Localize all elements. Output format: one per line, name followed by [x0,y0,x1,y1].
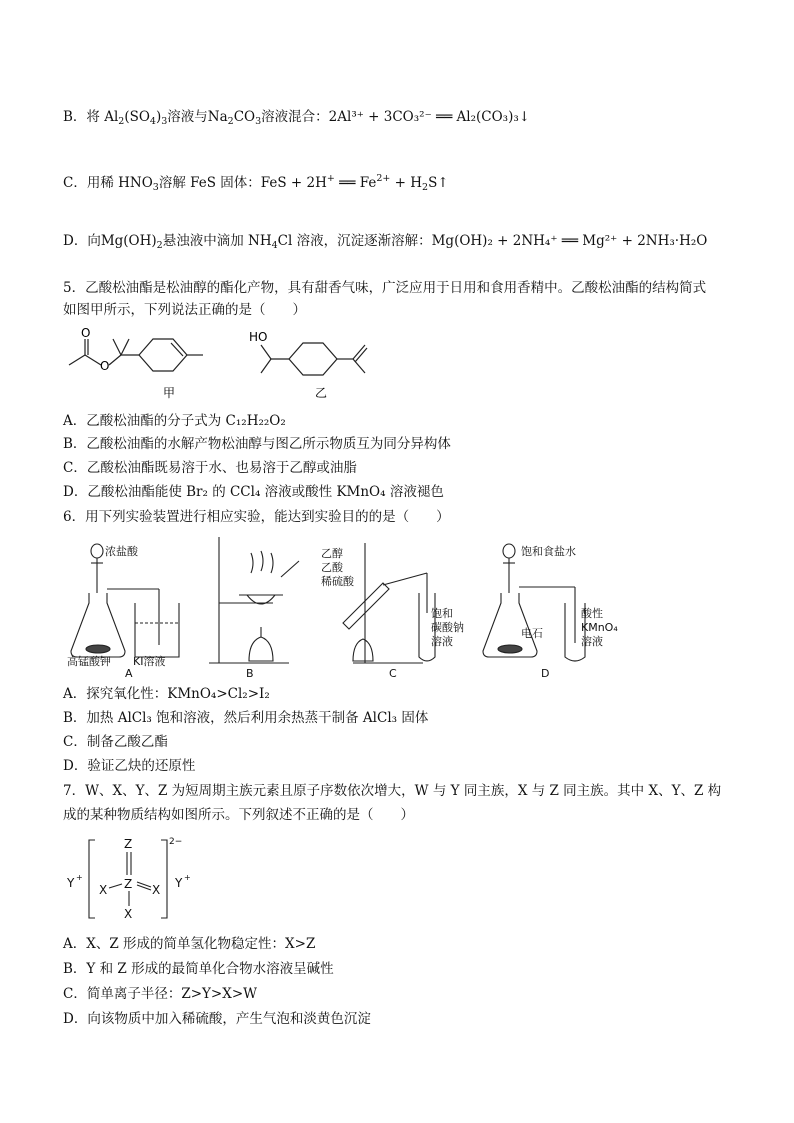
d-label-5: 溶液 [581,635,603,648]
c-label-4: 饱和 [431,607,453,620]
q7-option-a: A．X、Z 形成的简单氢化物稳定性：X>Z [63,936,316,952]
q6-apparatus-figure [63,533,623,678]
d-label-3: 酸性 [581,607,603,620]
z-top: Z [124,837,133,851]
c-label-1: 乙醇 [321,547,343,560]
jia-o1: O [81,326,91,340]
x-bottom: X [124,907,133,921]
y-left: Y [67,876,75,890]
q5-option-d: D．乙酸松油酯能使 Br₂ 的 CCl₄ 溶液或酸性 KMnO₄ 溶液褪色 [63,484,444,500]
structure-jia [69,339,203,371]
apparatus-d [483,544,585,661]
a-label-beaker: KI溶液 [133,655,166,668]
d-label-1: 饱和食盐水 [521,545,576,558]
q4b-equation: 2Al³⁺ + 3CO₃²⁻ ══ Al₂(CO₃)₃↓ [328,109,531,125]
z-center: Z [124,877,133,891]
a-label-top: 浓盐酸 [105,545,138,558]
c-label-6: 溶液 [431,635,453,648]
d-label-2: 电石 [521,627,543,640]
q4-option-c: C．用稀 $HNO_3$溶解 FeS 固体：FeS + 2H+ ══ $Fe^{2+}$ + $H_2S↑$ [63,173,449,193]
x-left: X [99,883,108,897]
q7-stem-line1: 7．W、X、Y、Z 为短周期主族元素且原子序数依次增大，W 与 Y 同主族，X 与 Z 同主族。其中 X、Y、Z 构 [63,783,722,799]
label-yi: 乙 [315,386,328,400]
q4-option-d: D．向$Mg(OH)_2$悬浊液中滴加 $NH_4Cl$ 溶液，沉淀逐渐溶解：Mg(OH)₂ + 2NH₄⁺ ══ Mg²⁺ + 2NH₃·H₂O [63,233,708,251]
y-left-charge: + [76,873,83,882]
d-label-4: KMnO₄ [581,621,618,634]
q7-option-c: C．简单离子半径：Z>Y>X>W [63,986,258,1002]
q6-option-c: C．制备乙酸乙酯 [63,734,168,750]
q6-option-b: B．加热 AlCl₃ 饱和溶液，然后利用余热蒸干制备 AlCl₃ 固体 [63,710,429,726]
a-label-bottom: 高锰酸钾 [67,655,111,668]
apparatus-c [343,543,435,663]
q5-option-a: A．乙酸松油酯的分子式为 C₁₂H₂₂O₂ [63,413,286,429]
q6-option-a: A．探究氧化性：KMnO₄>Cl₂>I₂ [63,686,270,702]
y-right: Y [175,876,183,890]
jia-o2: O [100,359,110,373]
x-right: X [152,883,161,897]
q5-option-c: C．乙酸松油酯既易溶于水、也易溶于乙醇或油脂 [63,460,357,476]
q7-option-d: D．向该物质中加入稀硫酸，产生气泡和淡黄色沉淀 [63,1011,371,1027]
q7-stem-line2: 成的某种物质结构如图所示。下列叙述不正确的是（ ） [63,807,414,823]
ion-charge: 2− [169,837,183,847]
right-bracket [161,840,167,918]
q7-structure-figure [63,832,223,924]
q6-stem: 6．用下列实验装置进行相应实验，能达到实验目的的是（ ） [63,509,450,525]
label-c: C [389,667,397,678]
q7-option-b: B．Y 和 Z 形成的最简单化合物水溶液呈碱性 [63,961,334,977]
structure-yi [261,343,367,375]
apparatus-a [71,544,179,657]
label-jia: 甲 [163,386,176,400]
label-a: A [125,667,133,678]
q6-option-d: D．验证乙炔的还原性 [63,758,196,774]
c-label-2: 乙酸 [321,561,343,574]
label-d: D [541,667,550,678]
q5-stem-line2: 如图甲所示，下列说法正确的是（ ） [63,302,306,318]
q5-stem-line1: 5．乙酸松油酯是松油醇的酯化产物，具有甜香气味，广泛应用于日用和食用香精中。乙酸松油酯的结构简式 [63,280,707,296]
yi-ho: HO [249,330,268,344]
q4-option-b: B．将 $Al_2(SO_4)_3$溶液与$Na_2CO_3$溶液混合：2Al³⁺ + 3CO₃²⁻ ══ Al₂(CO₃)₃↓ [63,109,531,127]
c-label-5: 碳酸钠 [431,621,464,634]
apparatus-b [209,537,299,663]
y-right-charge: + [184,873,191,882]
left-bracket [89,840,95,918]
q4d-equation: Mg(OH)₂ + 2NH₄⁺ ══ Mg²⁺ + 2NH₃·H₂O [431,233,708,249]
q5-structure-figure [63,325,393,405]
label-b: B [246,667,254,678]
c-label-3: 稀硫酸 [321,575,354,588]
q5-option-b: B．乙酸松油酯的水解产物松油醇与图乙所示物质互为同分异构体 [63,436,451,452]
